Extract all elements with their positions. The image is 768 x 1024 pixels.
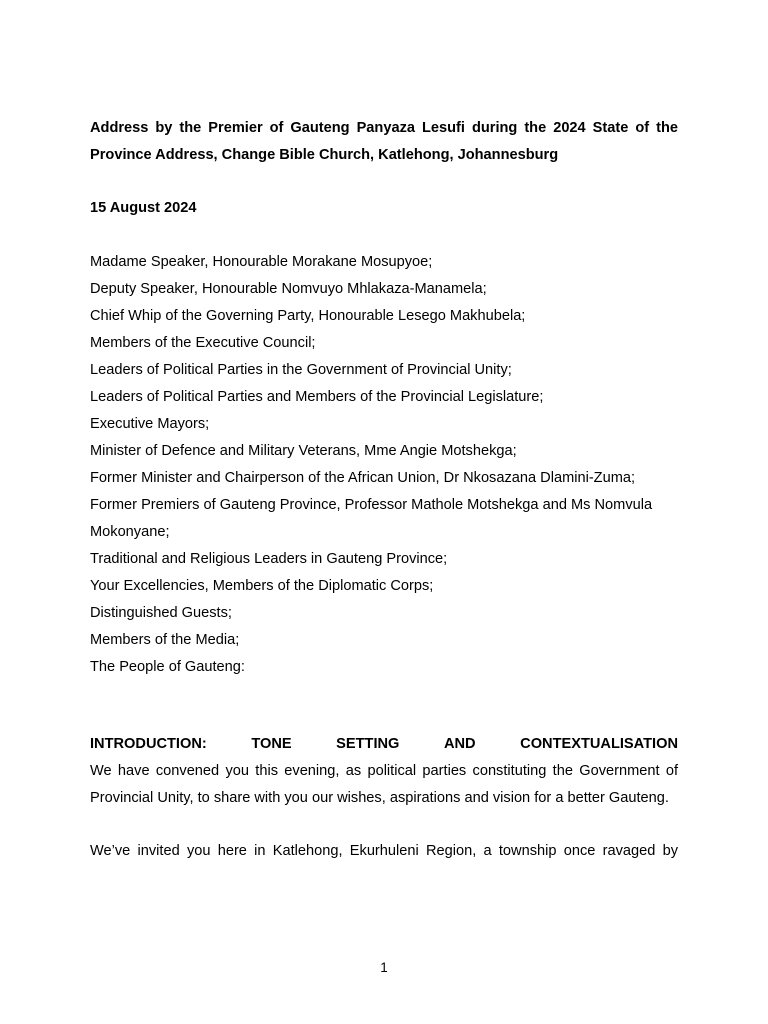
section-heading-word: CONTEXTUALISATION [520,736,678,752]
section-heading-word: SETTING [336,736,400,752]
salutation-item: Executive Mayors; [90,416,210,432]
salutation-item: Leaders of Political Parties in the Government of Provincial Unity; [90,362,512,378]
section-heading-word: AND [443,736,476,752]
page-number: 1 [380,960,388,975]
salutations-list [90,249,678,681]
salutation-item: Minister of Defence and Military Veterans, Mme Angie Motshekga; [90,443,517,459]
salutation-item: Traditional and Religious Leaders in Gauteng Province; [90,551,448,567]
salutation-item: Chief Whip of the Governing Party, Honourable Lesego Makhubela; [90,308,526,324]
body-paragraph: We have convened you this evening, as political parties constituting the Government of Provincial Unity, to share with you our wishes, aspirations and vision for a better Gauteng. [90,763,678,806]
document-title: Address by the Premier of Gauteng Panyaza Lesufi during the 2024 State of the Province Address, Change Bible Church, Katlehong, Johannesburg [90,120,678,163]
salutation-item: The People of Gauteng: [90,659,245,675]
section-heading-word: INTRODUCTION: [90,736,207,752]
section-heading-introduction [90,731,678,758]
body-paragraph: We’ve invited you here in Katlehong, Ekurhuleni Region, a township once ravaged by [90,843,678,859]
salutation-item: Former Premiers of Gauteng Province, Professor Mathole Motshekga and Ms Nomvula Mokonyane; [90,497,653,540]
salutation-item: Former Minister and Chairperson of the African Union, Dr Nkosazana Dlamini-Zuma; [90,470,636,486]
section-heading-word: TONE [251,736,292,752]
salutation-item: Your Excellencies, Members of the Diplomatic Corps; [90,578,434,594]
document-date: 15 August 2024 [90,200,197,216]
salutation-item: Distinguished Guests; [90,605,232,621]
salutation-item: Leaders of Political Parties and Members of the Provincial Legislature; [90,389,544,405]
salutation-item: Madame Speaker, Honourable Morakane Mosupyoe; [90,254,433,270]
salutation-item: Members of the Media; [90,632,240,648]
salutation-item: Members of the Executive Council; [90,335,316,351]
salutation-item: Deputy Speaker, Honourable Nomvuyo Mhlakaza-Manamela; [90,281,487,297]
